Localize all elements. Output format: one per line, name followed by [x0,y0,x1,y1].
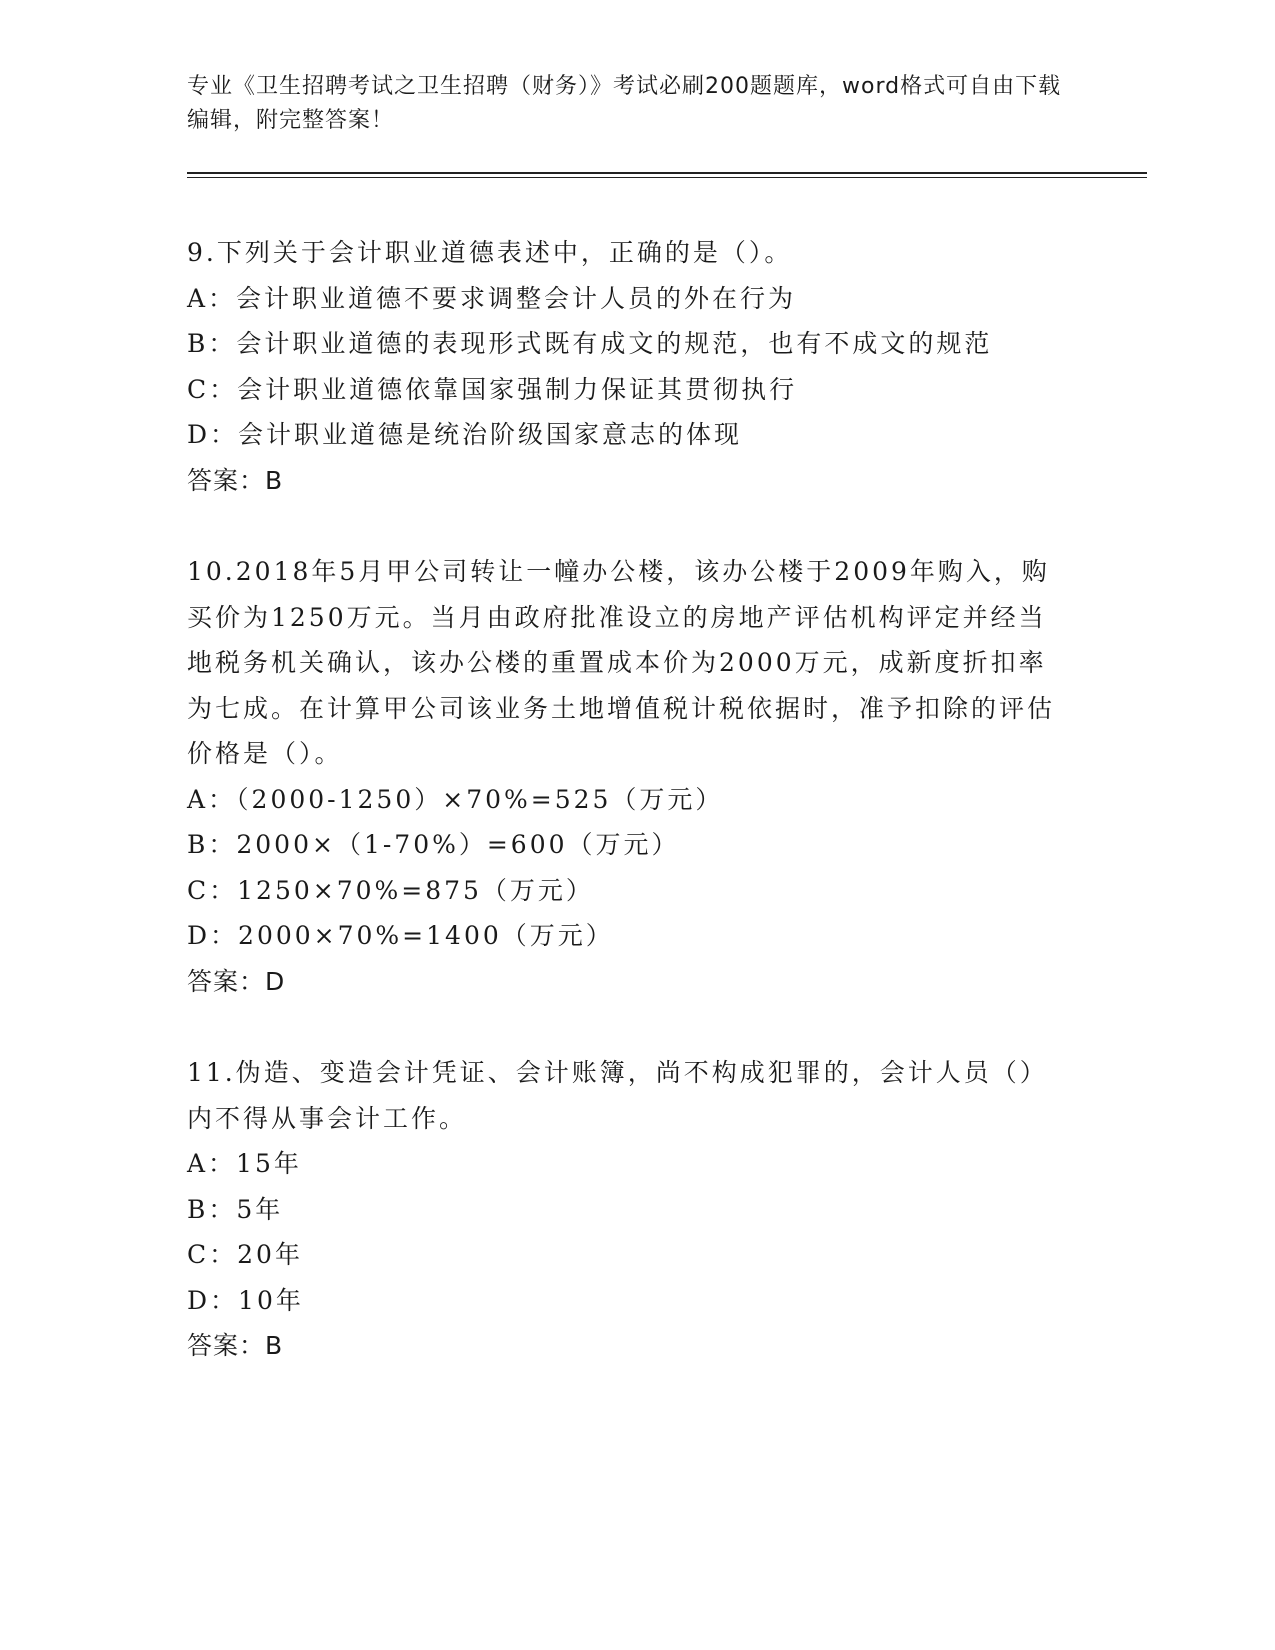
question-stem: 10.2018年5月甲公司转让一幢办公楼，该办公楼于2009年购入，购买价为1250万元。当月由政府批准设立的房地产评估机构评定并经当地税务机关确认，该办公楼的重置成本价为2000万元，成新度折扣率为七成。在计算甲公司该业务土地增值税计税依据时，准予扣除的评估价格是（）。 [187,557,1056,768]
option-a: A：（2000-1250）×70%=525（万元） [187,784,724,814]
option-c: C：会计职业道德依靠国家强制力保证其贯彻执行 [187,374,798,404]
answer-line: 答案：D [187,966,286,996]
document-page [187,70,1147,1415]
question-item [187,230,1147,503]
option-a: A：15年 [187,1149,302,1178]
option-a: A：会计职业道德不要求调整会计人员的外在行为 [187,283,797,313]
header-divider [187,172,1147,178]
question-item [187,549,1147,1004]
option-d: D：2000×70%=1400（万元） [187,921,614,950]
option-c: C：20年 [187,1240,303,1269]
option-d: D：10年 [187,1285,304,1315]
answer-line: 答案：B [187,465,284,495]
option-b: B：会计职业道德的表现形式既有成文的规范，也有不成文的规范 [187,329,993,358]
answer-line: 答案：B [187,1331,284,1360]
question-stem: 9.下列关于会计职业道德表述中，正确的是（）。 [187,238,793,267]
option-b: B：5年 [187,1194,284,1224]
option-b: B：2000×（1-70%）=600（万元） [187,830,680,859]
question-item [187,1050,1147,1369]
option-d: D：会计职业道德是统治阶级国家意志的体现 [187,420,743,449]
document-header: 专业《卫生招聘考试之卫生招聘（财务）》考试必刷200题题库，word格式可自由下载编辑，附完整答案！ [187,74,1062,133]
question-list [187,230,1147,1369]
option-c: C：1250×70%=875（万元） [187,875,594,905]
question-stem: 11.伪造、变造会计凭证、会计账簿，尚不构成犯罪的，会计人员（）内不得从事会计工作。 [187,1058,1048,1133]
